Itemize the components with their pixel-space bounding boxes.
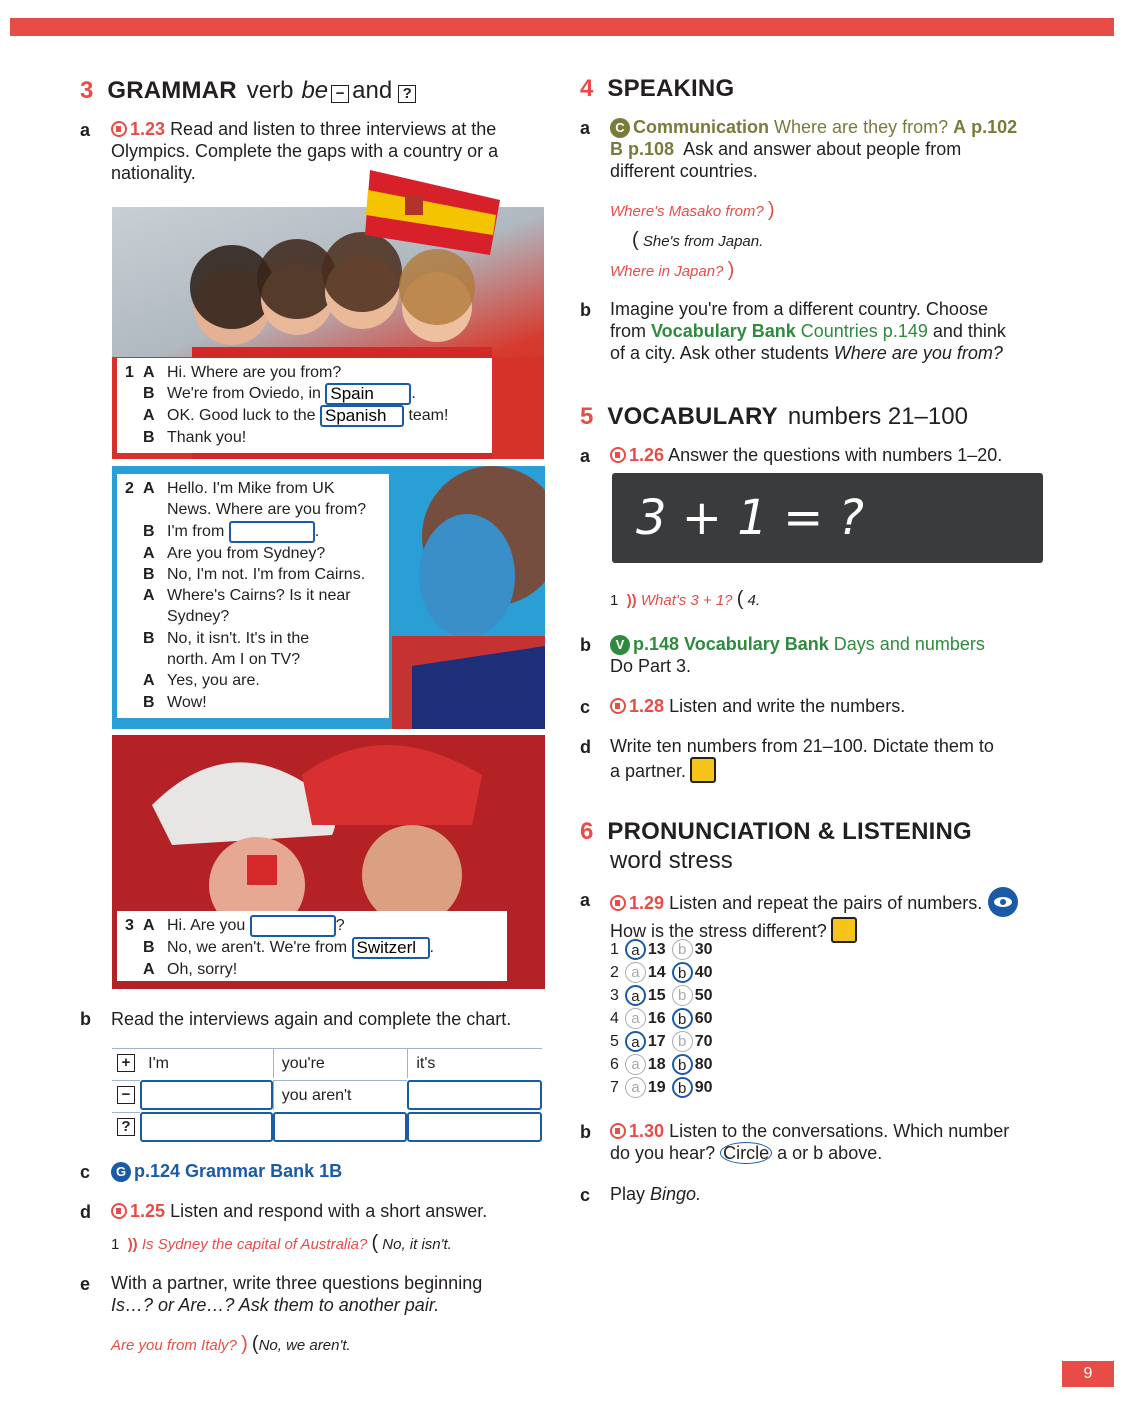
dialogue-1: 1 A Hi. Where are you from? B We're from Oviedo, in Spain . A OK. Good luck to the Spanish team! B Thank you! [117, 358, 492, 453]
chalkboard: 3 + 1 = ? [612, 473, 1043, 563]
exercise-3d-text: 1.25 Listen and respond with a short answer. [111, 1200, 487, 1222]
section-3-heading: 3 GRAMMAR verb be − and ? [80, 77, 419, 105]
speech-bubble: Where in Japan? ) [610, 259, 735, 281]
exercise-5b-text: V p.148 Vocabulary Bank Days and numbers Do Part 3. [610, 634, 985, 676]
vocabulary-bank-link[interactable]: Vocabulary Bank [651, 321, 796, 341]
chart-cell[interactable] [273, 1112, 408, 1142]
number-pair: 5 a 17 b 70 [610, 1032, 713, 1051]
number-pair: 6 a 18 b 80 [610, 1055, 713, 1074]
option-a[interactable]: a [625, 1031, 646, 1052]
grammar-bank-link[interactable]: G p.124 Grammar Bank 1B [111, 1160, 342, 1182]
spain-flag [360, 160, 510, 265]
exercise-5a-text: 1.26 Answer the questions with numbers 1–20. [610, 444, 1002, 466]
exercise-4b-text: Imagine you're from a different country. Choose from Vocabulary Bank Countries p.149 and think of a city. Ask other students Where are you from? [610, 299, 1006, 363]
communication-icon: C [610, 118, 630, 138]
exercise-6b-text: 1.30 Listen to the conversations. Which number do you hear? Circle a or b above. [610, 1121, 1010, 1163]
exercise-3a-text: 1.23 Read and listen to three interviews at the Olympics. Complete the gaps with a country or a nationality. [111, 119, 499, 183]
eye-icon [988, 887, 1018, 917]
exercise-3d-example: 1 )) Is Sydney the capital of Australia? ( No, it isn't. [111, 1232, 452, 1254]
positive-box-icon: + [117, 1054, 135, 1072]
page-link[interactable]: p.108 [628, 139, 675, 159]
section-6-heading: 6 PRONUNCIATION & LISTENING [580, 818, 972, 845]
option-b[interactable]: b [672, 1054, 693, 1075]
dialogue-3: 3 A Hi. Are you ? B No, we aren't. We're from Switzerl . A Oh, sorry! [117, 911, 507, 981]
audio-icon[interactable] [610, 698, 626, 714]
option-b[interactable]: b [672, 1077, 693, 1098]
option-b[interactable]: b [672, 1031, 693, 1052]
option-b[interactable]: b [672, 985, 693, 1006]
top-color-bar [10, 18, 1114, 36]
speech-bubble: ( She's from Japan. [632, 229, 764, 251]
chart-cell[interactable] [140, 1112, 273, 1142]
page-number: 9 [1062, 1361, 1114, 1387]
chart-cell[interactable] [407, 1112, 542, 1142]
answer-blank-2[interactable]: Spanish [320, 405, 404, 427]
option-a[interactable]: a [625, 962, 646, 983]
page-link[interactable]: p.102 [971, 117, 1018, 137]
notebook-icon [831, 917, 857, 943]
exercise-3b-text: Read the interviews again and complete the chart. [111, 1009, 512, 1029]
option-a[interactable]: a [625, 939, 646, 960]
audio-icon[interactable] [610, 895, 626, 911]
audio-icon[interactable] [610, 447, 626, 463]
vocabulary-icon: V [610, 635, 630, 655]
grammar-icon: G [111, 1162, 131, 1182]
option-a[interactable]: a [625, 1077, 646, 1098]
option-b[interactable]: b [672, 1008, 693, 1029]
notebook-icon [690, 757, 716, 783]
option-a[interactable]: a [625, 1008, 646, 1029]
audio-icon[interactable] [111, 1203, 127, 1219]
exercise-5a-example: 1 )) What's 3 + 1? ( 4. [610, 588, 761, 610]
answer-blank-4[interactable] [250, 915, 336, 937]
dialogue-2: 2 A Hello. I'm Mike from UK News. Where are you from? B I'm from . A Are you from Sydney? B No, I'm not. I'm from Cairns. A Where's Cairns? Is it near Sydney? B No, it isn't. It's in the north. Am I on TV? A Yes, you are. B Wow! [117, 474, 389, 718]
number-pair: 4 a 16 b 60 [610, 1009, 713, 1028]
negative-box-icon: − [331, 85, 349, 103]
question-box-icon: ? [398, 85, 416, 103]
number-pair: 2 a 14 b 40 [610, 963, 713, 982]
audio-icon[interactable] [111, 121, 127, 137]
exercise-3e-example: Are you from Italy? ) (No, we aren't. [111, 1333, 351, 1355]
exercise-5d-text: Write ten numbers from 21–100. Dictate them to a partner. [610, 736, 994, 781]
exercise-6c-text: Play Bingo. [610, 1184, 702, 1204]
section-5-heading: 5 VOCABULARY numbers 21–100 [580, 403, 968, 430]
exercise-6a-text: 1.29 Listen and repeat the pairs of numbers. How is the stress different? [610, 887, 1060, 943]
option-b[interactable]: b [672, 962, 693, 983]
exercise-3e-text: With a partner, write three questions beginning Is…? or Are…? Ask them to another pair. [111, 1273, 483, 1315]
option-a[interactable]: a [625, 985, 646, 1006]
grammar-chart: + I'm you're it's − you aren't ? [112, 1046, 542, 1144]
answer-blank-5[interactable]: Switzerl [352, 937, 430, 959]
section-6-subtitle: word stress [610, 847, 733, 874]
exercise-4a-text: C Communication Where are they from? A p.102 B p.108 Ask and answer about people from different countries. [610, 117, 1018, 181]
circle-annotation: Circle [720, 1142, 772, 1164]
number-pair: 1 a 13 b 30 [610, 940, 713, 959]
question-box-icon: ? [117, 1118, 135, 1136]
negative-box-icon: − [117, 1086, 135, 1104]
option-a[interactable]: a [625, 1054, 646, 1075]
section-4-heading: 4 SPEAKING [580, 75, 735, 102]
option-b[interactable]: b [672, 939, 693, 960]
answer-blank-3[interactable] [229, 521, 315, 543]
audio-icon[interactable] [610, 1123, 626, 1139]
speech-bubble: Where's Masako from? ) [610, 199, 775, 221]
page-link[interactable]: p.148 [633, 634, 680, 654]
chart-cell[interactable] [140, 1080, 273, 1110]
number-pair: 7 a 19 b 90 [610, 1078, 713, 1097]
number-pair: 3 a 15 b 50 [610, 986, 713, 1005]
chart-cell[interactable] [407, 1080, 542, 1110]
answer-blank-1[interactable]: Spain [325, 383, 411, 405]
exercise-5c-text: 1.28 Listen and write the numbers. [610, 695, 905, 717]
